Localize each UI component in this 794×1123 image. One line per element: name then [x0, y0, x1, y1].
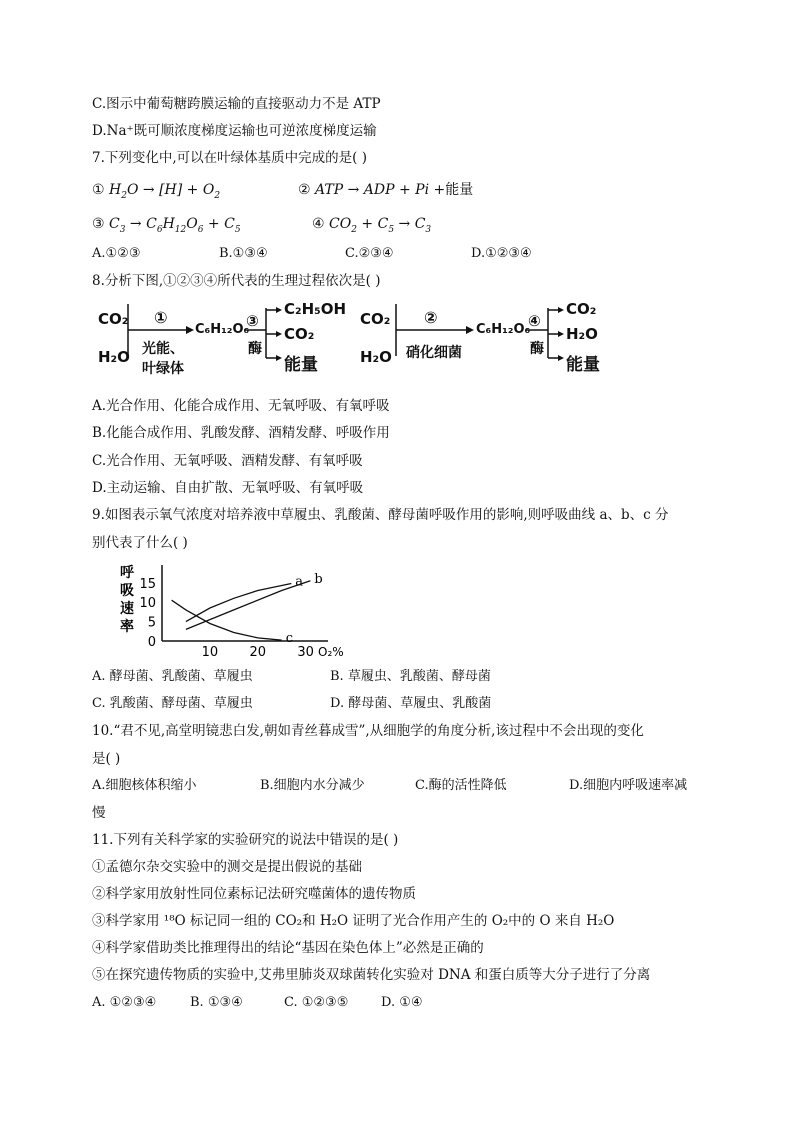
chart-ytick-label: 5 [147, 615, 156, 631]
q7-option-b: B.①③④ [219, 246, 268, 261]
q8-right-input-co2: CO₂ [360, 310, 391, 328]
chart-xtick-label: 30 [297, 645, 314, 660]
chart-ytick-label: 0 [147, 635, 156, 650]
q8-left-input-h2o: H₂O [98, 348, 130, 366]
chart-ytick-label: 15 [139, 576, 156, 592]
q9-option-c: C. 乳酸菌、酵母菌、草履虫 [92, 696, 253, 711]
q6-option-c: C.图示中葡萄糖跨膜运输的直接驱动力不是 ATP [92, 96, 381, 112]
q7-item-1: ① $H_2O \to [H] + O_2$ [92, 182, 221, 201]
q7-item-4-number: ④ [312, 216, 325, 232]
q7-option-c: C.②③④ [345, 246, 394, 261]
q9-option-b: B. 草履虫、乳酸菌、酵母菌 [330, 669, 491, 684]
q7-option-d: D.①②③④ [471, 246, 532, 261]
q7-item-4: ④ $CO_2 + C_5 \to C_3$ [312, 216, 432, 235]
q9-respiration-chart [110, 563, 344, 660]
q11-statement-5: ⑤在探究遗传物质的实验中,艾弗里肺炎双球菌转化实验对 DNA 和蛋白质等大分子进行了分离 [92, 967, 651, 983]
q8-option-c: C.光合作用、无氧呼吸、酒精发酵、有氧呼吸 [92, 453, 363, 469]
q10-stem-line1: 10.“君不见,高堂明镜悲白发,朝如青丝暮成雪”,从细胞学的角度分析,该过程中不会出现的变化 [92, 723, 644, 739]
q8-diagram-right [358, 298, 608, 384]
q7-item-2: ② ATP → ADP + Pi +能量 [298, 182, 474, 198]
q8-diagram-left [96, 298, 346, 384]
q10-option-b: B.细胞内水分减少 [260, 778, 365, 793]
q10-option-a: A.细胞核体积缩小 [92, 778, 197, 793]
q8-stem: 8.分析下图,①②③④所代表的生理过程依次是( ) [92, 273, 381, 289]
q7-item-1-number: ① [92, 182, 105, 198]
q11-option-b: B. ①③④ [190, 995, 243, 1010]
q11-option-c: C. ①②③⑤ [284, 995, 349, 1010]
q8-left-output-co2: CO₂ [284, 325, 315, 343]
q8-right-input-h2o: H₂O [360, 348, 392, 366]
q11-statement-4: ④科学家借助类比推理得出的结论“基因在染色体上”必然是正确的 [92, 940, 484, 956]
q9-option-a: A. 酵母菌、乳酸菌、草履虫 [92, 669, 253, 684]
q8-left-enzyme: 酶 [248, 341, 262, 357]
q8-right-glucose: C₆H₁₂O₆ [476, 322, 531, 337]
q7-option-a: A.①②③ [92, 246, 141, 261]
chart-ylabel-char: 率 [120, 619, 134, 635]
q8-left-glucose: C₆H₁₂O₆ [195, 322, 250, 337]
q6-option-d: D.Na⁺既可顺浓度梯度运输也可逆浓度梯度运输 [92, 123, 377, 139]
q10-stem-line2: 是( ) [92, 751, 121, 767]
q10-option-d-continued: 慢 [92, 805, 106, 821]
q11-statement-1: ①孟德尔杂交实验中的测交是提出假说的基础 [92, 859, 362, 875]
chart-ylabel-char: 呼 [120, 565, 134, 581]
q8-right-output-h2o: H₂O [566, 325, 598, 343]
q8-right-output-co2: CO₂ [566, 300, 597, 318]
q9-stem-line1: 9.如图表示氧气浓度对培养液中草履虫、乳酸菌、酵母菌呼吸作用的影响,则呼吸曲线 a、b、c 分 [92, 507, 669, 523]
q11-option-a: A. ①②③④ [92, 995, 157, 1010]
q8-left-input-co2: CO₂ [98, 310, 129, 328]
q9-stem-line2: 别代表了什么( ) [92, 535, 188, 551]
q8-right-condition-nitrifying-bacteria: 硝化细菌 [406, 345, 462, 361]
q7-stem: 7.下列变化中,可以在叶绿体基质中完成的是( ) [92, 150, 367, 166]
q8-step-2: ② [424, 308, 438, 327]
q8-option-b: B.化能合成作用、乳酸发酵、酒精发酵、呼吸作用 [92, 425, 390, 441]
q8-right-enzyme: 酶 [530, 341, 544, 357]
q11-option-d: D. ①④ [381, 995, 423, 1010]
chart-ylabel-char: 速 [120, 601, 134, 617]
chart-ytick-label: 10 [139, 596, 156, 612]
q8-left-condition-light: 光能、 [142, 341, 184, 357]
chart-series-label-a: a [295, 574, 304, 590]
q11-statement-3: ③科学家用 ¹⁸O 标记同一组的 CO₂和 H₂O 证明了光合作用产生的 O₂中的 O 来自 H₂O [92, 913, 615, 929]
q9-option-d: D. 酵母菌、草履虫、乳酸菌 [330, 696, 492, 711]
q7-item-2-number: ② [298, 182, 311, 198]
chart-series-line-b [186, 581, 311, 630]
q8-option-a: A.光合作用、化能合成作用、无氧呼吸、有氧呼吸 [92, 398, 390, 414]
chart-ylabel-char: 吸 [120, 583, 134, 599]
q8-step-3: ③ [246, 312, 259, 330]
q8-left-output-energy: 能量 [284, 355, 318, 375]
q8-step-1: ① [154, 308, 168, 327]
q8-left-output-ethanol: C₂H₅OH [284, 300, 347, 318]
q7-item-3-number: ③ [92, 216, 105, 232]
q7-item-3: ③ $C_3 \to C_6H_{12}O_6 + C_5$ [92, 216, 241, 235]
chart-xlabel: O₂% [318, 645, 344, 659]
q8-step-4: ④ [528, 312, 541, 330]
q8-right-output-energy: 能量 [566, 355, 600, 375]
q8-left-condition-chloroplast: 叶绿体 [142, 361, 184, 377]
chart-xtick-label: 10 [201, 645, 219, 660]
q11-statement-2: ②科学家用放射性同位素标记法研究噬菌体的遗传物质 [92, 886, 416, 902]
q10-option-d: D.细胞内呼吸速率减 [569, 778, 688, 793]
q11-stem: 11.下列有关科学家的实验研究的说法中错误的是( ) [92, 832, 399, 848]
q10-option-c: C.酶的活性降低 [415, 778, 507, 793]
chart-series-line-a [186, 584, 291, 622]
chart-xtick-label: 20 [249, 645, 267, 660]
q8-option-d: D.主动运输、自由扩散、无氧呼吸、有氧呼吸 [92, 480, 364, 496]
q7-item-2-energy: 能量 [445, 182, 474, 198]
chart-series-label-c: c [285, 631, 293, 647]
chart-series-label-b: b [314, 571, 323, 587]
